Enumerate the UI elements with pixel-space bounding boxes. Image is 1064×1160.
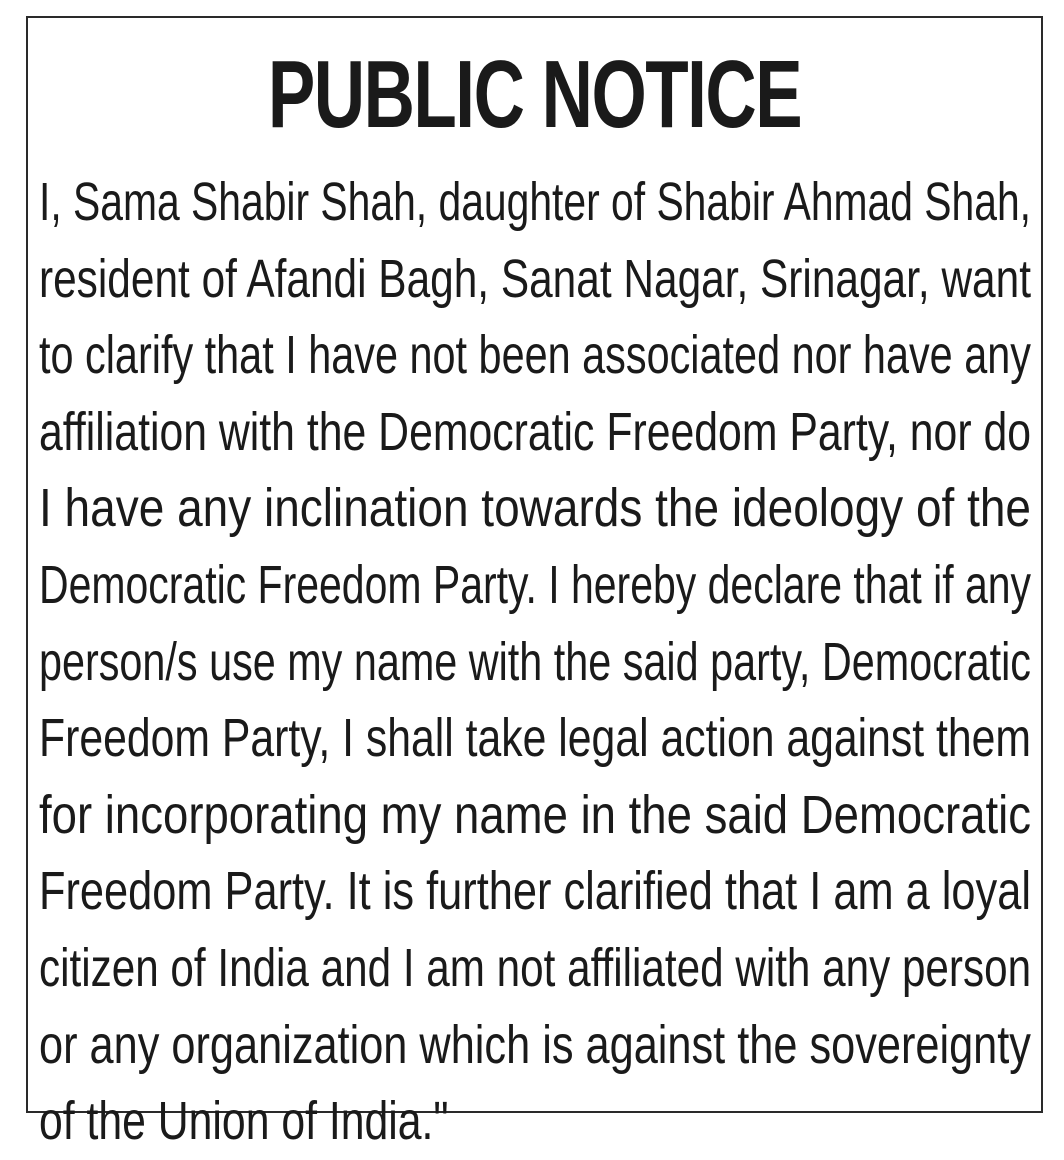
notice-line: Democratic Freedom Party. I hereby declare that if any — [39, 554, 1032, 615]
notice-line: Freedom Party. It is further clarified that I am a loyal — [39, 861, 1031, 922]
notice-line: to clarify that I have not been associated nor have any — [39, 325, 1031, 386]
notice-line: or any organization which is against the sovereignty — [39, 1014, 1031, 1075]
notice-body — [39, 164, 1031, 1160]
notice-line: for incorporating my name in the said Democratic — [39, 784, 1032, 845]
notice-line: person/s use my name with the said party, Democratic — [39, 631, 1031, 692]
notice-line: I, Sama Shabir Shah, daughter of Shabir Ahmad Shah, — [39, 172, 1032, 232]
notice-line: affiliation with the Democratic Freedom Party, nor do — [39, 401, 1032, 462]
notice-line: Freedom Party, I shall take legal action against them — [39, 708, 1032, 769]
notice-title: PUBLIC NOTICE — [267, 41, 802, 148]
notice-line-last: of the Union of India." — [39, 1091, 449, 1152]
notice-line: resident of Afandi Bagh, Sanat Nagar, Srinagar, want — [39, 248, 1031, 309]
public-notice-box — [26, 16, 1043, 1152]
notice-line: citizen of India and I am not affiliated with any person — [39, 937, 1032, 998]
notice-line: I have any inclination towards the ideology of the — [39, 478, 1032, 539]
